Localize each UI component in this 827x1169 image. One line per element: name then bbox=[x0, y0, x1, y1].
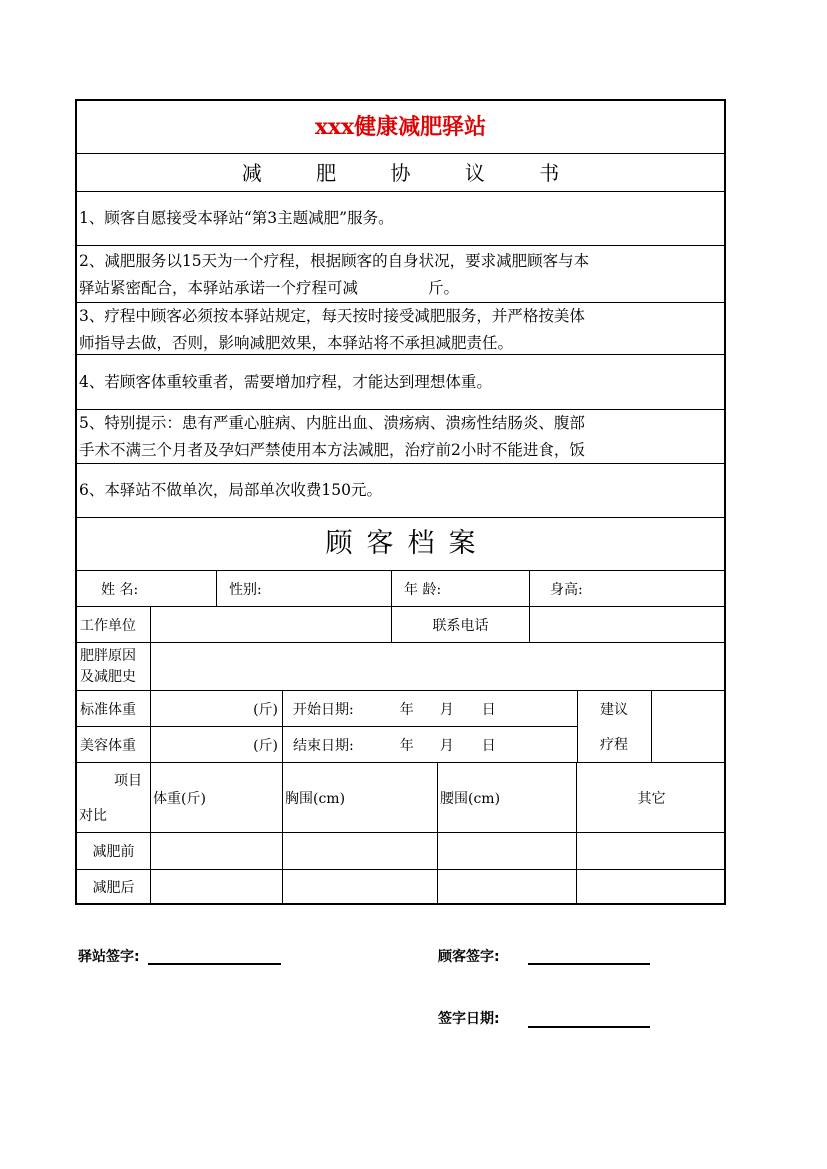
sign-date-line[interactable] bbox=[528, 1026, 650, 1028]
before-label: 减肥前 bbox=[77, 833, 151, 870]
after-chest-field[interactable] bbox=[283, 870, 438, 903]
clause-4-text: 4、若顾客体重较重者，需要增加疗程，才能达到理想体重。 bbox=[79, 372, 492, 391]
clause-2 bbox=[77, 246, 724, 303]
chest-column-header: 胸围(cm) bbox=[283, 763, 438, 833]
age-label: 年 龄: bbox=[392, 571, 530, 607]
agreement-sheet bbox=[75, 99, 726, 905]
archive-title: 顾客档案 bbox=[77, 518, 724, 571]
obesity-cause-field[interactable] bbox=[151, 643, 726, 691]
compare-label: 对比 bbox=[79, 807, 107, 824]
start-year: 年 bbox=[399, 701, 414, 718]
clause-5 bbox=[77, 410, 724, 464]
beauty-weight-unit: (斤) bbox=[253, 737, 278, 754]
standard-weight-field[interactable] bbox=[151, 691, 283, 727]
customer-archive-form bbox=[77, 571, 724, 903]
clause-4 bbox=[77, 355, 724, 410]
end-date-label: 结束日期: bbox=[293, 737, 354, 754]
start-date-label: 开始日期: bbox=[293, 701, 354, 718]
work-unit-field[interactable] bbox=[151, 607, 392, 643]
suggest-text: 建议 bbox=[600, 701, 628, 718]
work-unit-label: 工作单位 bbox=[77, 607, 151, 643]
clause-6 bbox=[77, 464, 724, 518]
clause-1-text: 1、顾客自愿接受本驿站“第3主题减肥”服务。 bbox=[79, 209, 394, 227]
clause-6-text: 6、本驿站不做单次，局部单次收费150元。 bbox=[79, 481, 382, 499]
phone-field[interactable] bbox=[530, 607, 726, 643]
clause-2-line-2-text: 驿站紧密配合，本驿站承诺一个疗程可减 bbox=[79, 279, 359, 297]
clause-5-line-1: 5、特别提示：患有严重心脏病、内脏出血、溃疡病、溃疡性结肠炎、腹部 bbox=[79, 414, 585, 432]
waist-column-header: 腰围(cm) bbox=[438, 763, 577, 833]
weight-column-header: 体重(斤) bbox=[151, 763, 283, 833]
clause-3 bbox=[77, 303, 724, 355]
agreement-title: 减 肥 协 议 书 bbox=[77, 154, 724, 192]
start-month: 月 bbox=[439, 701, 454, 718]
before-other-field[interactable] bbox=[577, 833, 726, 870]
beauty-weight-label: 美容体重 bbox=[77, 727, 151, 763]
sign-date-label: 签字日期: bbox=[438, 1011, 500, 1027]
item-label: 项目 bbox=[114, 773, 142, 790]
start-date-cell[interactable] bbox=[283, 691, 577, 727]
clause-3-line-2: 师指导去做，否则，影响减肥效果，本驿站将不承担减肥责任。 bbox=[79, 334, 514, 352]
customer-signature-label: 顾客签字: bbox=[438, 949, 500, 965]
suggested-course-label bbox=[577, 691, 652, 763]
before-weight-field[interactable] bbox=[151, 833, 283, 870]
item-compare-header bbox=[77, 763, 151, 833]
clause-5-line-2: 手术不满三个月者及孕妇严禁使用本方法减肥，治疗前2小时不能进食，饭 bbox=[79, 441, 585, 459]
standard-weight-unit: (斤) bbox=[253, 701, 278, 718]
end-month: 月 bbox=[439, 737, 454, 754]
height-label: 身高: bbox=[530, 571, 726, 607]
obesity-cause-line-2: 及减肥史 bbox=[80, 668, 136, 685]
phone-label: 联系电话 bbox=[392, 607, 530, 643]
suggested-course-field[interactable] bbox=[652, 691, 726, 763]
obesity-cause-label bbox=[77, 643, 151, 691]
start-day: 日 bbox=[481, 701, 496, 718]
after-weight-field[interactable] bbox=[151, 870, 283, 903]
clause-3-line-1: 3、疗程中顾客必须按本驿站规定，每天按时接受减肥服务，并严格按美体 bbox=[79, 307, 585, 325]
clause-2-line-2 bbox=[79, 275, 722, 302]
customer-signature-line[interactable] bbox=[528, 963, 650, 965]
end-year: 年 bbox=[399, 737, 414, 754]
obesity-cause-line-1: 肥胖原因 bbox=[80, 647, 136, 664]
other-column-header: 其它 bbox=[577, 763, 726, 833]
end-day: 日 bbox=[481, 737, 496, 754]
after-other-field[interactable] bbox=[577, 870, 726, 903]
before-waist-field[interactable] bbox=[438, 833, 577, 870]
clause-2-unit: 斤。 bbox=[428, 279, 460, 297]
standard-weight-label: 标准体重 bbox=[77, 691, 151, 727]
name-label: 姓 名: bbox=[77, 571, 217, 607]
page-title: xxx健康减肥驿站 bbox=[77, 101, 724, 154]
beauty-weight-field[interactable] bbox=[151, 727, 283, 763]
after-waist-field[interactable] bbox=[438, 870, 577, 903]
clause-2-line-1: 2、减肥服务以15天为一个疗程，根据顾客的自身状况，要求减肥顾客与本 bbox=[79, 252, 590, 270]
station-signature-label: 驿站签字: bbox=[78, 949, 140, 965]
clause-1 bbox=[77, 192, 724, 246]
end-date-cell[interactable] bbox=[283, 727, 577, 763]
before-chest-field[interactable] bbox=[283, 833, 438, 870]
gender-label: 性别: bbox=[217, 571, 392, 607]
after-label: 减肥后 bbox=[77, 870, 151, 903]
course-text: 疗程 bbox=[600, 737, 628, 754]
station-signature-line[interactable] bbox=[148, 963, 281, 965]
